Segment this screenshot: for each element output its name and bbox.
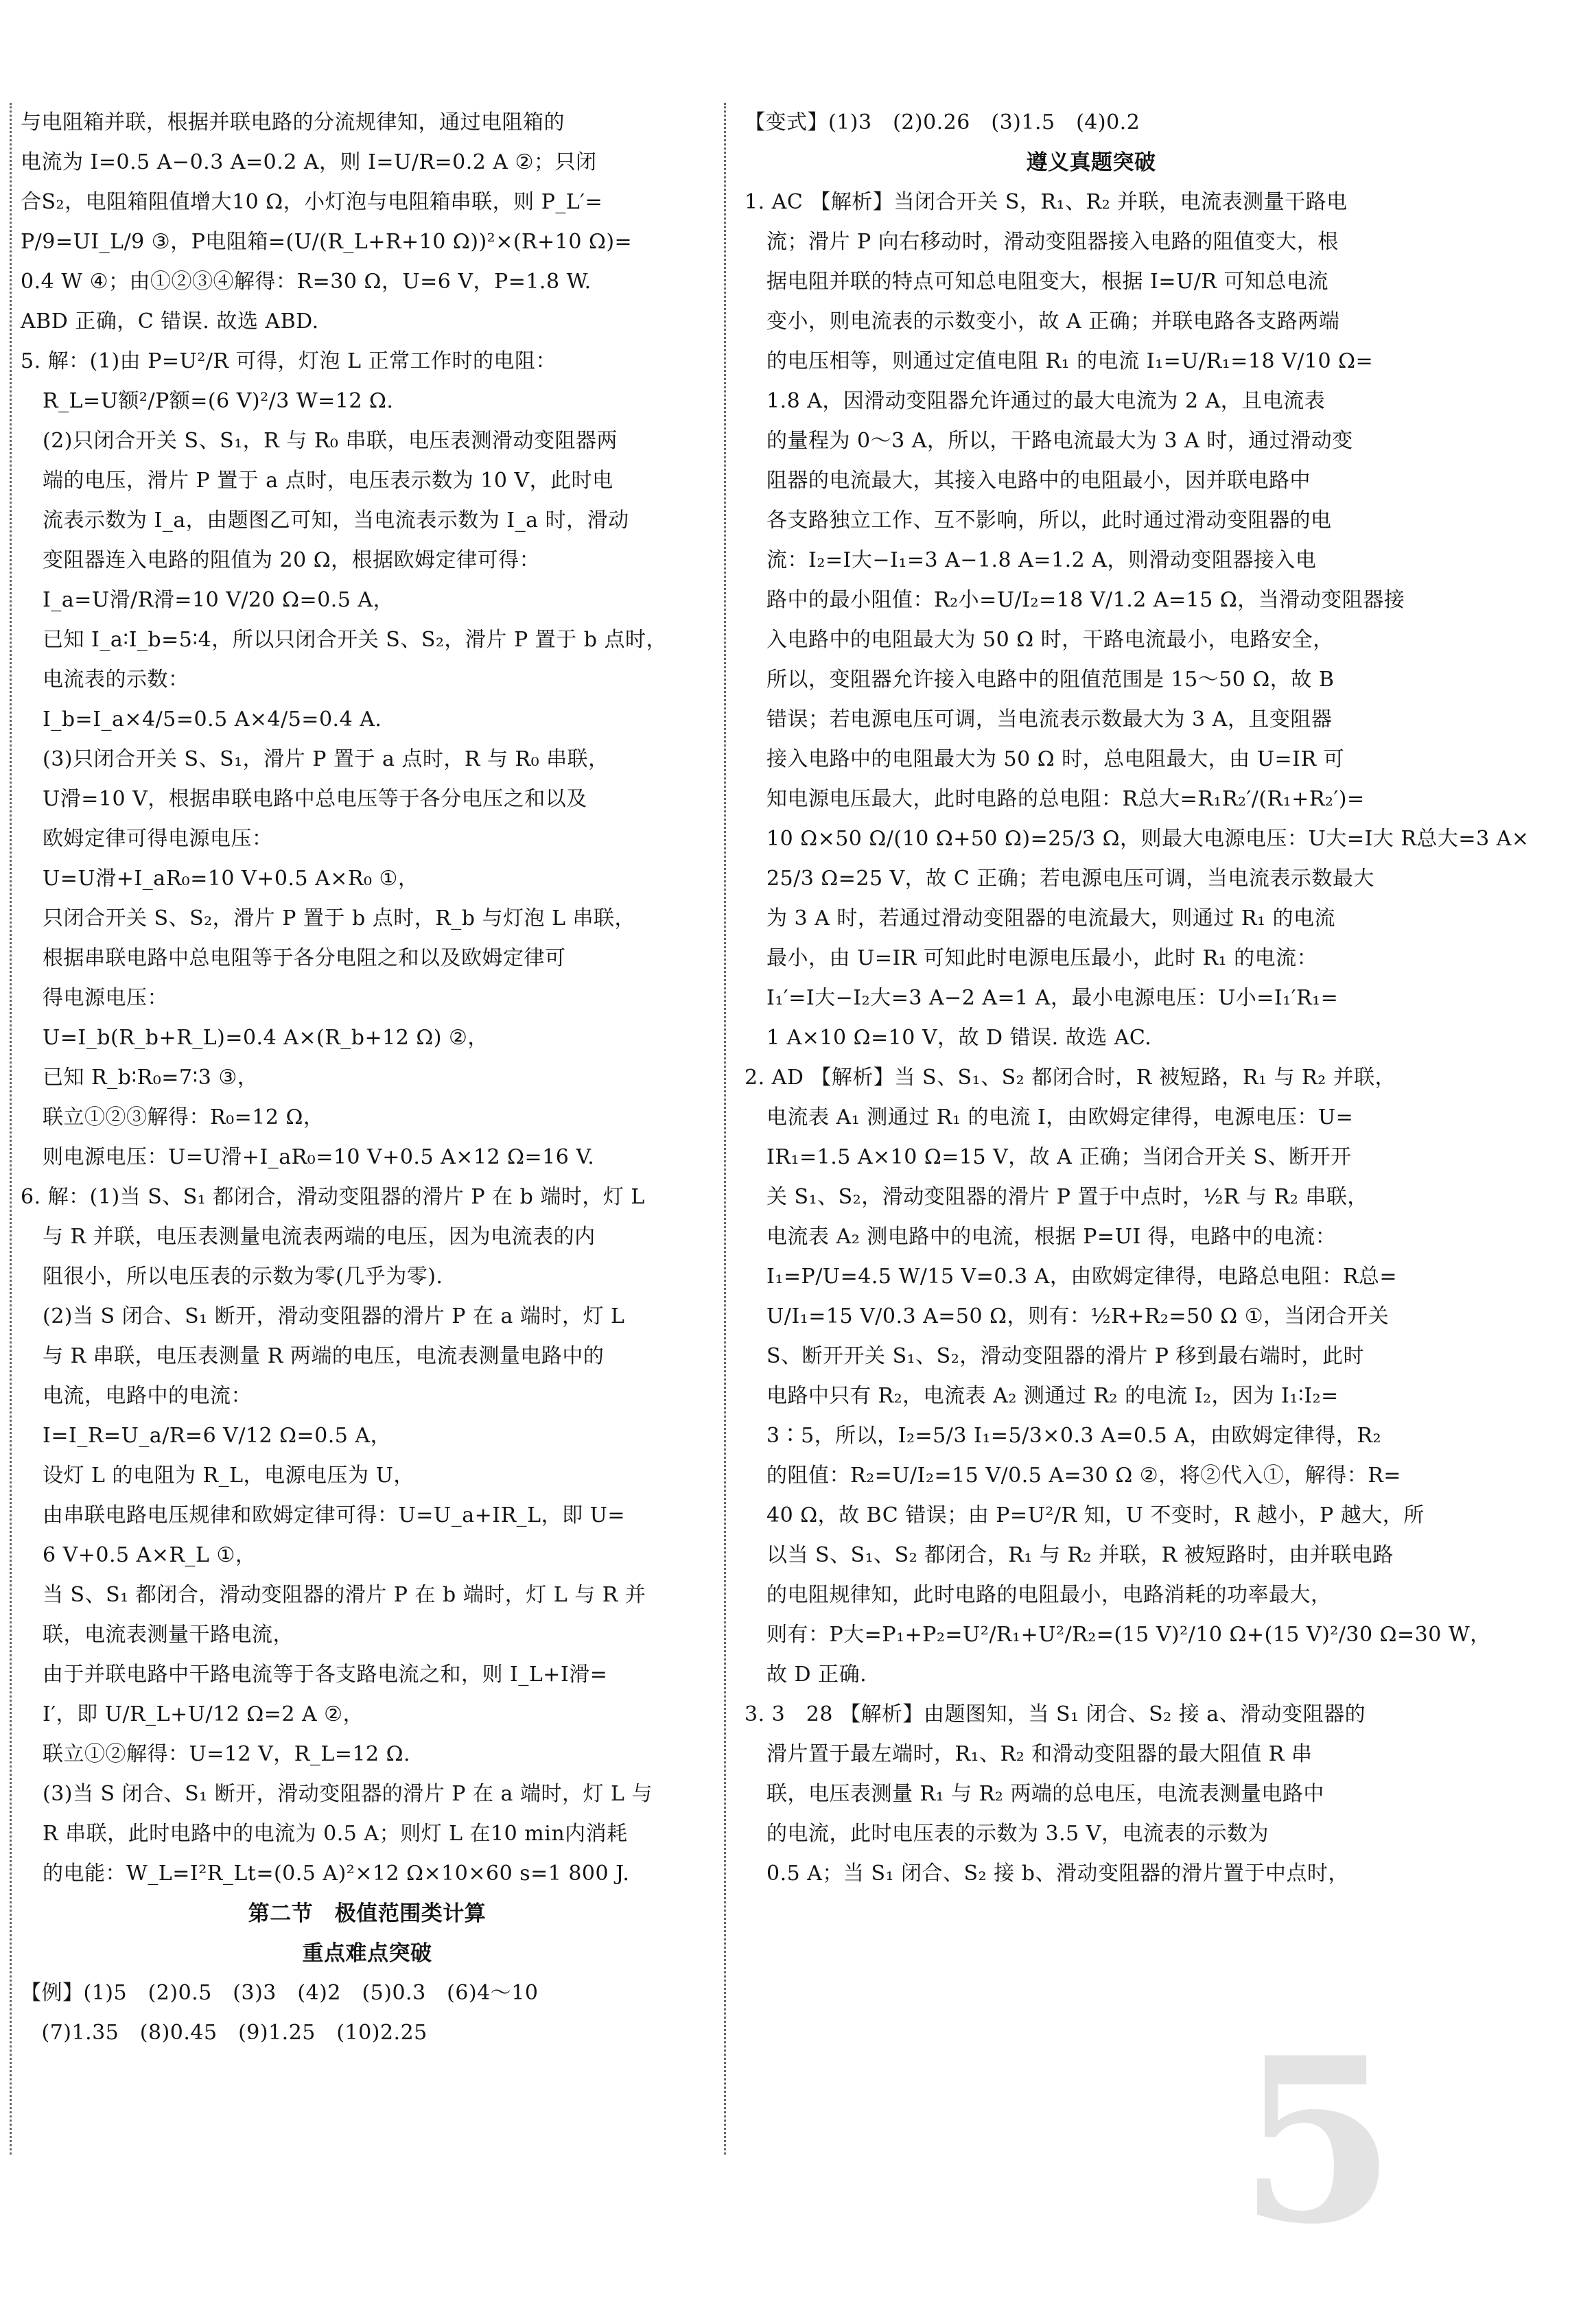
text-line: U=I_b(R_b+R_L)=0.4 A×(R_b+12 Ω) ②， [43, 1026, 489, 1050]
text-line: 6. 解：(1)当 S、S₁ 都闭合，滑动变阻器的滑片 P 在 b 端时，灯 L [21, 1185, 645, 1209]
text-line: 3. 3 28 【解析】由题图知，当 S₁ 闭合、S₂ 接 a、滑动变阻器的 [745, 1702, 1366, 1726]
text-line: I=I_R=U_a/R=6 V/12 Ω=0.5 A， [43, 1424, 392, 1448]
text-line: 滑片置于最左端时，R₁、R₂ 和滑动变阻器的最大阻值 R 串 [766, 1742, 1313, 1766]
left-margin-divider [10, 103, 12, 2155]
text-line: 关 S₁、S₂，滑动变阻器的滑片 P 置于中点时，½R 与 R₂ 串联， [766, 1185, 1368, 1209]
text-line: 为 3 A 时，若通过滑动变阻器的电流最大，则通过 R₁ 的电流 [766, 906, 1336, 930]
text-line: 与 R 串联，电压表测量 R 两端的电压，电流表测量电路中的 [43, 1344, 605, 1368]
text-line: 据电阻并联的特点可知总电阻变大，根据 I=U/R 可知总电流 [766, 270, 1329, 294]
text-line: 阻很小，所以电压表的示数为零(几乎为零). [43, 1265, 443, 1289]
text-line: 端的电压，滑片 P 置于 a 点时，电压表示数为 10 V，此时电 [43, 469, 613, 493]
text-line: 3∶5，所以，I₂=5/3 I₁=5/3×0.3 A=0.5 A，由欧姆定律得，R₂ [766, 1424, 1382, 1448]
text-line: 25/3 Ω=25 V，故 C 正确；若电源电压可调，当电流表示数最大 [766, 867, 1374, 891]
text-line: 6 V+0.5 A×R_L ①， [43, 1543, 257, 1567]
text-line: 与 R 并联，电压表测量电流表两端的电压，因为电流表的内 [43, 1225, 596, 1249]
text-line: 1. AC 【解析】当闭合开关 S，R₁、R₂ 并联，电流表测量干路电 [745, 190, 1348, 214]
text-line: 入电路中的电阻最大为 50 Ω 时，干路电流最小，电路安全， [766, 628, 1334, 652]
text-line: 2. AD 【解析】当 S、S₁、S₂ 都闭合时，R 被短路，R₁ 与 R₂ 并联， [745, 1066, 1396, 1090]
example-answer-line: (7)1.35 (8)0.45 (9)1.25 (10)2.25 [21, 2021, 428, 2045]
text-line: U/I₁=15 V/0.3 A=50 Ω，则有：½R+R₂=50 Ω ①，当闭合开关 [766, 1304, 1390, 1328]
text-line: 的量程为 0～3 A，所以，干路电流最大为 3 A 时，通过滑动变 [766, 429, 1353, 453]
text-line: 则电源电压：U=U滑+I_aR₀=10 V+0.5 A×12 Ω=16 V. [43, 1145, 595, 1169]
text-line: 10 Ω×50 Ω/(10 Ω+50 Ω)=25/3 Ω，则最大电源电压：U大=I大 R总大=3 A× [766, 827, 1530, 851]
text-line: 联立①②解得：U=12 V，R_L=12 Ω. [43, 1742, 411, 1766]
text-line: 电流表 A₁ 测通过 R₁ 的电流 I，由欧姆定律得，电源电压：U= [766, 1105, 1354, 1129]
subsection-title: 重点难点突破 [302, 1941, 432, 1966]
right-column [745, 103, 1530, 1894]
text-line: 阻器的电流最大，其接入电路中的电阻最小，因并联电路中 [766, 469, 1311, 493]
text-line: I′，即 U/R_L+U/12 Ω=2 A ②， [43, 1702, 364, 1726]
variant-answer-line: 【变式】(1)3 (2)0.26 (3)1.5 (4)0.2 [745, 110, 1140, 134]
text-line: ABD 正确，C 错误. 故选 ABD. [21, 309, 319, 333]
text-line: 则有：P大=P₁+P₂=U²/R₁+U²/R₂=(15 V)²/10 Ω+(15 V)²/30 Ω=30 W， [766, 1623, 1491, 1647]
text-line: 1.8 A，因滑动变阻器允许通过的最大电流为 2 A，且电流表 [766, 389, 1326, 413]
text-line: 根据串联电路中总电阻等于各分电阻之和以及欧姆定律可 [43, 946, 566, 970]
text-line: 电流表 A₂ 测电路中的电流，根据 P=UI 得，电路中的电流： [766, 1225, 1337, 1249]
text-line: 变阻器连入电路的阻值为 20 Ω，根据欧姆定律可得： [43, 548, 541, 572]
section-title: 第二节 极值范围类计算 [248, 1901, 487, 1926]
text-line: 欧姆定律可得电源电压： [43, 827, 273, 851]
text-line: 错误；若电源电压可调，当电流表示数最大为 3 A，且变阻器 [766, 707, 1333, 731]
text-line: 变小，则电流表的示数变小，故 A 正确；并联电路各支路两端 [766, 309, 1340, 333]
text-line: 流；滑片 P 向右移动时，滑动变阻器接入电路的阻值变大，根 [766, 230, 1339, 254]
text-line: (3)只闭合开关 S、S₁，滑片 P 置于 a 点时，R 与 R₀ 串联， [43, 747, 609, 771]
text-line: 的电能：W_L=I²R_Lt=(0.5 A)²×12 Ω×10×60 s=1 800 J. [43, 1862, 630, 1886]
text-line: (2)只闭合开关 S、S₁，R 与 R₀ 串联，电压表测滑动变阻器两 [43, 429, 618, 453]
text-line: 路中的最小阻值：R₂小=U/I₂=18 V/1.2 A=15 Ω，当滑动变阻器接 [766, 588, 1405, 612]
section-title: 遵义真题突破 [1026, 150, 1156, 175]
text-line: 流表示数为 I_a，由题图乙可知，当电流表示数为 I_a 时，滑动 [43, 508, 629, 532]
text-line: 流：I₂=I大−I₁=3 A−1.8 A=1.2 A，则滑动变阻器接入电 [766, 548, 1317, 572]
text-line: 合S₂，电阻箱阻值增大10 Ω，小灯泡与电阻箱串联，则 P_L′= [21, 190, 603, 214]
text-line: 以当 S、S₁、S₂ 都闭合，R₁ 与 R₂ 并联，R 被短路时，由并联电路 [766, 1543, 1394, 1567]
text-line: 的电压相等，则通过定值电阻 R₁ 的电流 I₁=U/R₁=18 V/10 Ω= [766, 349, 1374, 373]
text-line: I_a=U滑/R滑=10 V/20 Ω=0.5 A， [43, 588, 395, 612]
text-line: 的阻值：R₂=U/I₂=15 V/0.5 A=30 Ω ②，将②代入①，解得：R= [766, 1464, 1401, 1488]
text-line: 得电源电压： [43, 986, 168, 1010]
text-line: 电路中只有 R₂，电流表 A₂ 测通过 R₂ 的电流 I₂，因为 I₁∶I₂= [766, 1384, 1339, 1408]
text-line: 40 Ω，故 BC 错误；由 P=U²/R 知，U 不变时，R 越小，P 越大，所 [766, 1503, 1425, 1527]
text-line: I₁=P/U=4.5 W/15 V=0.3 A，由欧姆定律得，电路总电阻：R总= [766, 1265, 1398, 1289]
text-line: 的电阻规律知，此时电路的电阻最小，电路消耗的功率最大， [766, 1583, 1332, 1607]
column-divider [724, 103, 726, 2155]
text-line: 接入电路中的电阻最大为 50 Ω 时，总电阻最大，由 U=IR 可 [766, 747, 1345, 771]
text-line: 0.4 W ④；由①②③④解得：R=30 Ω，U=6 V，P=1.8 W. [21, 270, 592, 294]
text-line: 由串联电路电压规律和欧姆定律可得：U=U_a+IR_L，即 U= [43, 1503, 626, 1527]
text-line: P/9=UI_L/9 ③，P电阻箱=(U/(R_L+R+10 Ω))²×(R+10 Ω)= [21, 230, 633, 254]
example-answer-line: 【例】(1)5 (2)0.5 (3)3 (4)2 (5)0.3 (6)4～10 [21, 1981, 539, 2005]
text-line: 联立①②③解得：R₀=12 Ω， [43, 1105, 325, 1129]
text-line: 电流，电路中的电流： [43, 1384, 252, 1408]
text-line: 设灯 L 的电阻为 R_L，电源电压为 U， [43, 1464, 414, 1488]
text-line: 只闭合开关 S、S₂，滑片 P 置于 b 点时，R_b 与灯泡 L 串联， [43, 906, 636, 930]
text-line: U=U滑+I_aR₀=10 V+0.5 A×R₀ ①， [43, 867, 419, 891]
page-number: 5 [1239, 2008, 1396, 2274]
text-line: 知电源电压最大，此时电路的总电阻：R总大=R₁R₂′/(R₁+R₂′)= [766, 787, 1365, 811]
text-line: IR₁=1.5 A×10 Ω=15 V，故 A 正确；当闭合开关 S、断开开 [766, 1145, 1352, 1169]
text-line: (3)当 S 闭合、S₁ 断开，滑动变阻器的滑片 P 在 a 端时，灯 L 与 [43, 1782, 653, 1806]
text-line: 已知 I_a∶I_b=5∶4，所以只闭合开关 S、S₂，滑片 P 置于 b 点时， [43, 628, 667, 652]
text-line: 最小，由 U=IR 可知此时电源电压最小，此时 R₁ 的电流： [766, 946, 1318, 970]
text-line: 与电阻箱并联，根据并联电路的分流规律知，通过电阻箱的 [21, 110, 565, 134]
left-column [21, 103, 714, 2053]
text-line: U滑=10 V，根据串联电路中总电压等于各分电压之和以及 [43, 787, 587, 811]
text-line: 的电流，此时电压表的示数为 3.5 V，电流表的示数为 [766, 1822, 1269, 1846]
text-line: 所以，变阻器允许接入电路中的阻值范围是 15～50 Ω，故 B [766, 668, 1335, 692]
text-line: 故 D 正确. [766, 1663, 867, 1687]
text-line: R 串联，此时电路中的电流为 0.5 A；则灯 L 在10 min内消耗 [43, 1822, 628, 1846]
text-line: 1 A×10 Ω=10 V，故 D 错误. 故选 AC. [766, 1026, 1152, 1050]
text-line: 5. 解：(1)由 P=U²/R 可得，灯泡 L 正常工作时的电阻： [21, 349, 557, 373]
text-line: 联，电流表测量干路电流， [43, 1623, 294, 1647]
text-line: (2)当 S 闭合、S₁ 断开，滑动变阻器的滑片 P 在 a 端时，灯 L [43, 1304, 625, 1328]
text-line: 由于并联电路中干路电流等于各支路电流之和，则 I_L+I滑= [43, 1663, 608, 1687]
text-line: I_b=I_a×4/5=0.5 A×4/5=0.4 A. [43, 707, 382, 731]
text-line: S、断开开关 S₁、S₂，滑动变阻器的滑片 P 移到最右端时，此时 [766, 1344, 1365, 1368]
text-line: 已知 R_b∶R₀=7∶3 ③， [43, 1066, 259, 1090]
text-line: 电流表的示数： [43, 668, 189, 692]
text-line: 联，电压表测量 R₁ 与 R₂ 两端的总电压，电流表测量电路中 [766, 1782, 1324, 1806]
text-line: 当 S、S₁ 都闭合，滑动变阻器的滑片 P 在 b 端时，灯 L 与 R 并 [43, 1583, 646, 1607]
text-line: 0.5 A；当 S₁ 闭合、S₂ 接 b、滑动变阻器的滑片置于中点时， [766, 1862, 1349, 1886]
text-line: 电流为 I=0.5 A−0.3 A=0.2 A，则 I=U/R=0.2 A ②；只闭 [21, 150, 597, 174]
text-line: I₁′=I大−I₂大=3 A−2 A=1 A，最小电源电压：U小=I₁′R₁= [766, 986, 1339, 1010]
text-line: 各支路独立工作、互不影响，所以，此时通过滑动变阻器的电 [766, 508, 1332, 532]
text-line: R_L=U额²/P额=(6 V)²/3 W=12 Ω. [43, 389, 394, 413]
